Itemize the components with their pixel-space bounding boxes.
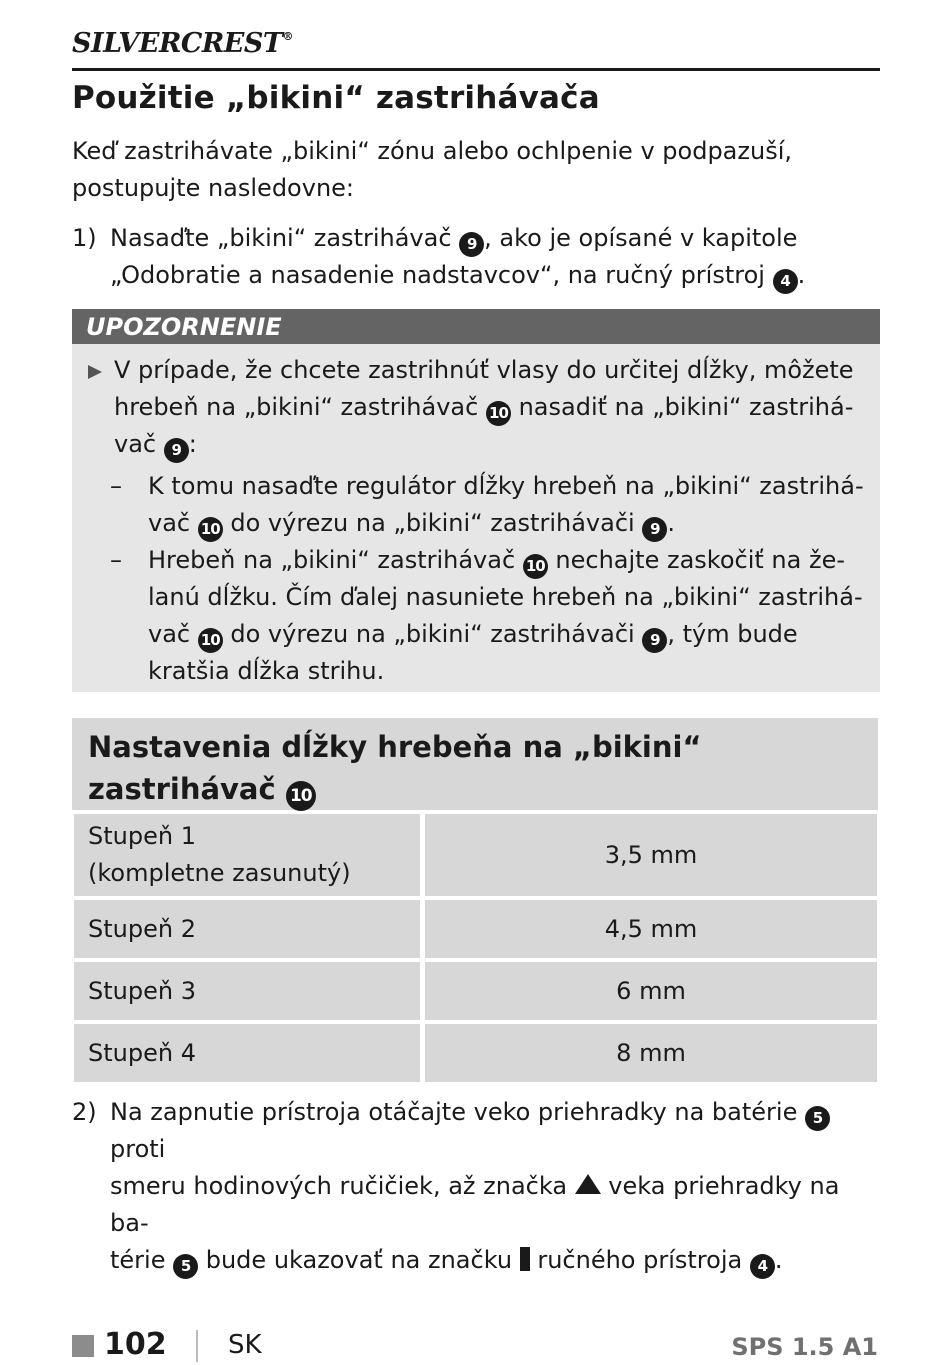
table-row-1-level: Stupeň 1 (kompletne zasunutý) bbox=[74, 814, 420, 896]
dash-marker: – bbox=[110, 472, 122, 500]
brand-logo: SILVERCREST® bbox=[72, 28, 293, 59]
bar-mark-icon bbox=[520, 1247, 530, 1271]
step-text: Nasaďte „bikini“ zastrihávač 9 , ako je opísané v kapitole „Odobratie a nasadenie nadstavcov“, na ručný prístroj 4 . bbox=[110, 220, 880, 294]
part-number-badge: 9 bbox=[642, 628, 667, 653]
step-number: 1) bbox=[72, 224, 97, 252]
dash-marker: – bbox=[110, 546, 122, 574]
table-row-4-level: Stupeň 4 bbox=[74, 1024, 420, 1082]
table-row-2-level: Stupeň 2 bbox=[74, 900, 420, 958]
part-number-badge: 10 bbox=[286, 781, 316, 811]
table-heading: Nastavenia dĺžky hrebeňa na „bikini“ zastrihávač 10 bbox=[72, 718, 878, 810]
table-row-2-value: 4,5 mm bbox=[425, 900, 877, 958]
part-number-badge: 10 bbox=[198, 517, 223, 542]
header-rule bbox=[72, 68, 880, 71]
table-row-4-value: 8 mm bbox=[425, 1024, 877, 1082]
language-code: SK bbox=[228, 1330, 262, 1360]
part-number-badge: 5 bbox=[805, 1106, 830, 1131]
warning-heading: UPOZORNENIE bbox=[72, 309, 880, 344]
part-number-badge: 4 bbox=[750, 1254, 775, 1279]
bullet-arrow-icon bbox=[88, 353, 102, 390]
part-number-badge: 9 bbox=[459, 232, 484, 257]
part-number-badge: 10 bbox=[198, 628, 223, 653]
part-number-badge: 9 bbox=[164, 438, 189, 463]
part-number-badge: 5 bbox=[173, 1254, 198, 1279]
part-number-badge: 9 bbox=[642, 517, 667, 542]
warning-dash-item-2: Hrebeň na „bikini“ zastrihávač 10 nechajte zaskočiť na že- lanú dĺžku. Čím ďalej nasuniete hrebeň na „bikini“ zastrihá- vač 10 do výrezu na „bikini“ zastrihávači 9 , tým bude kratšia dĺžka strihu. bbox=[148, 546, 863, 685]
warning-box bbox=[72, 344, 880, 692]
model-number: SPS 1.5 A1 bbox=[731, 1333, 878, 1361]
triangle-mark-icon bbox=[575, 1174, 601, 1194]
part-number-badge: 4 bbox=[773, 269, 798, 294]
section-title: Použitie „bikini“ zastrihávača bbox=[72, 80, 600, 116]
part-number-badge: 10 bbox=[486, 401, 511, 426]
warning-bullet: V prípade, že chcete zastrihnúť vlasy do určitej dĺžky, môžete hrebeň na „bikini“ zastrihávač 10 nasadiť na „bikini“ zastrihá- vač 9 : bbox=[114, 352, 854, 463]
table-row-3-level: Stupeň 3 bbox=[74, 962, 420, 1020]
step-2 bbox=[72, 1094, 880, 1279]
step-number: 2) bbox=[72, 1098, 97, 1126]
page-marker-square bbox=[72, 1335, 94, 1357]
table-row-3-value: 6 mm bbox=[425, 962, 877, 1020]
warning-dash-item-1: K tomu nasaďte regulátor dĺžky hrebeň na „bikini“ zastrihá- vač 10 do výrezu na „bikini“ zastrihávači 9 . bbox=[148, 468, 864, 542]
intro-paragraph: Keď zastrihávate „bikini“ zónu alebo ochlpenie v podpazuší, postupujte nasledovne: bbox=[72, 137, 792, 202]
step-1 bbox=[72, 220, 880, 294]
footer-divider bbox=[196, 1330, 198, 1362]
step-text: Na zapnutie prístroja otáčajte veko priehradky na batérie 5 proti smeru hodinových ručičiek, až značka veka priehradky na ba- térie 5 bude ukazovať na značku ručného prístroja 4 . bbox=[110, 1094, 880, 1279]
page-number: 102 bbox=[104, 1327, 167, 1362]
part-number-badge: 10 bbox=[523, 554, 548, 579]
table-row-1-value: 3,5 mm bbox=[425, 814, 877, 896]
